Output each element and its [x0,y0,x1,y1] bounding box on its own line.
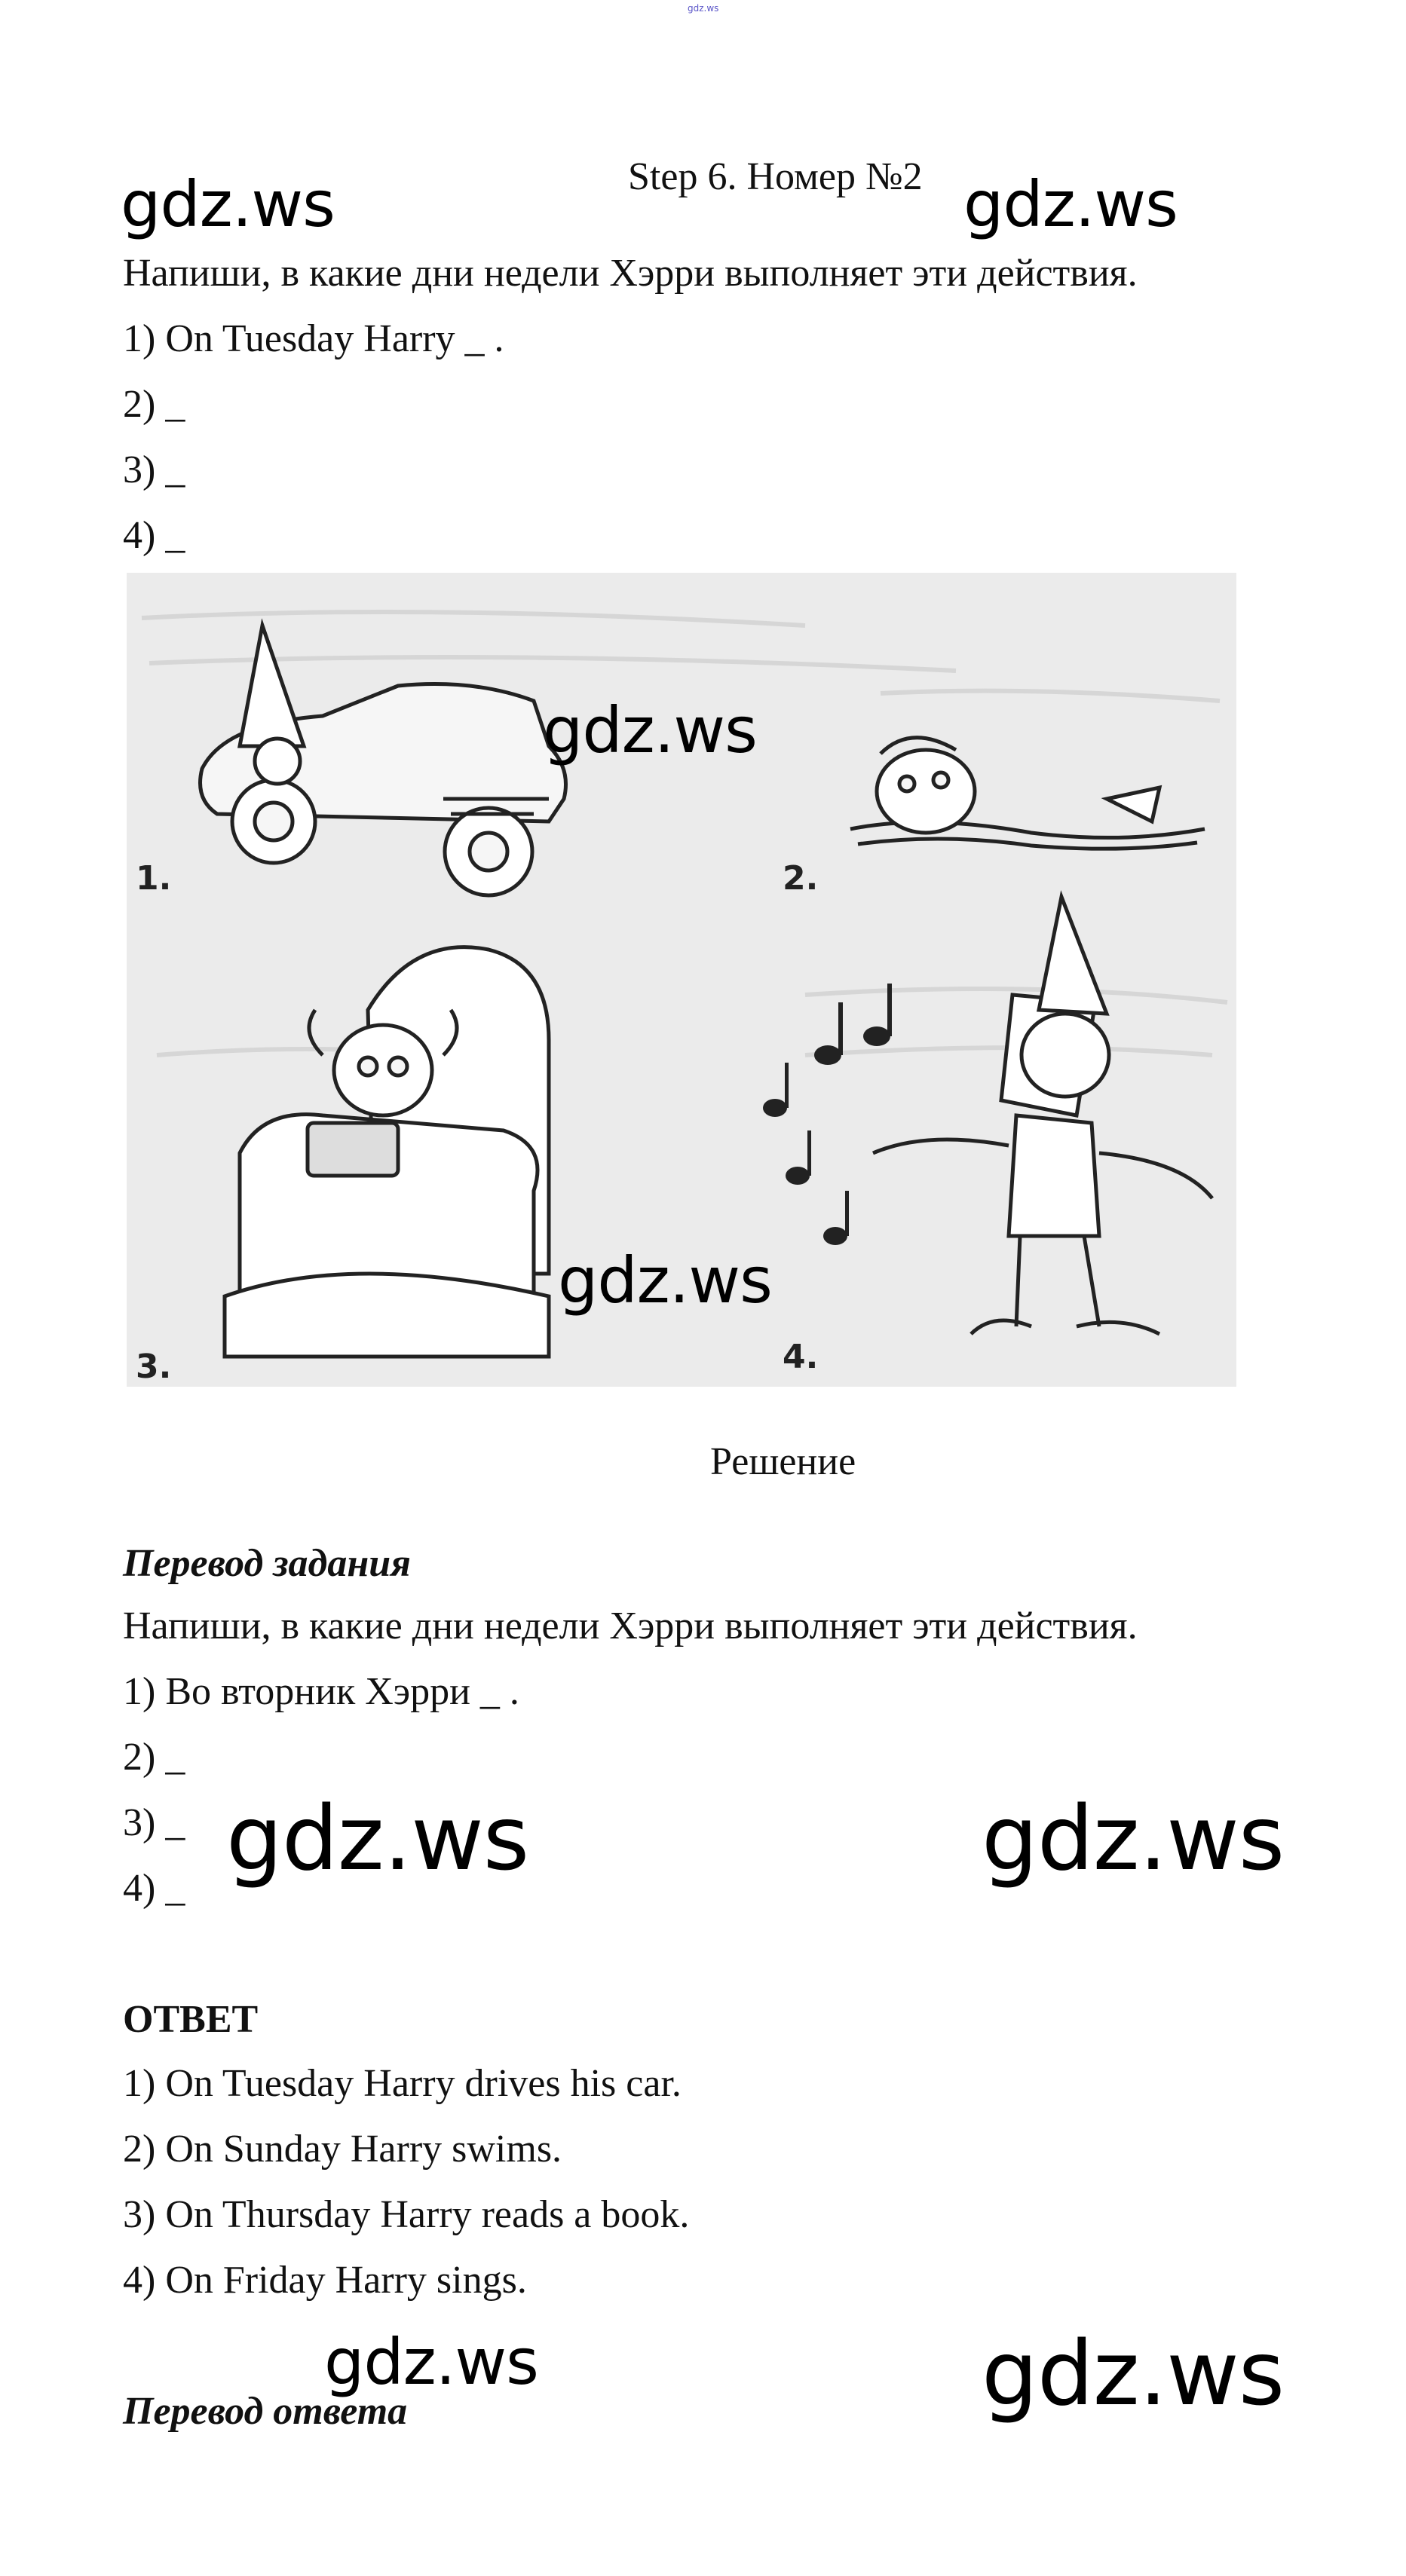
watermark: gdz.ws [982,1786,1285,1890]
task-item: 2) _ [123,383,185,426]
solution-label: Решение [710,1440,856,1483]
watermark: gdz.ws [226,1786,529,1890]
task-instruction: Напиши, в какие дни недели Хэрри выполняет эти действия. [123,252,1138,295]
answer-translation-heading: Перевод ответа [123,2390,408,2433]
answer-heading: ОТВЕТ [123,1998,259,2041]
watermark: gdz.ws [982,2321,1285,2425]
answer-item: 4) On Friday Harry sings. [123,2259,527,2302]
answer-item: 1) On Tuesday Harry drives his car. [123,2062,682,2105]
panel-label: 3. [136,1348,172,1386]
translation-instruction: Напиши, в какие дни недели Хэрри выполняет эти действия. [123,1605,1138,1647]
watermark: gdz.ws [121,167,335,241]
answer-item: 2) On Sunday Harry swims. [123,2128,562,2171]
panel-label: 2. [783,859,819,898]
watermark: gdz.ws [324,2325,538,2399]
task-item: 4) _ [123,514,185,557]
panel-label: 1. [136,859,172,898]
page-title: Step 6. Номер №2 [628,155,923,198]
translation-item: 4) _ [123,1867,185,1910]
answer-item: 3) On Thursday Harry reads a book. [123,2193,690,2236]
translation-item: 2) _ [123,1736,185,1779]
task-item: 1) On Tuesday Harry _ . [123,317,504,360]
watermark: gdz.ws [543,693,757,767]
task-item: 3) _ [123,448,185,491]
translation-item: 3) _ [123,1801,185,1844]
watermark: gdz.ws [558,1244,772,1317]
watermark: gdz.ws [963,167,1178,241]
translation-heading: Перевод задания [123,1542,411,1585]
panel-label: 4. [783,1338,819,1376]
translation-item: 1) Во вторник Хэрри _ . [123,1670,519,1713]
top-site-link[interactable]: gdz.ws [688,3,719,14]
